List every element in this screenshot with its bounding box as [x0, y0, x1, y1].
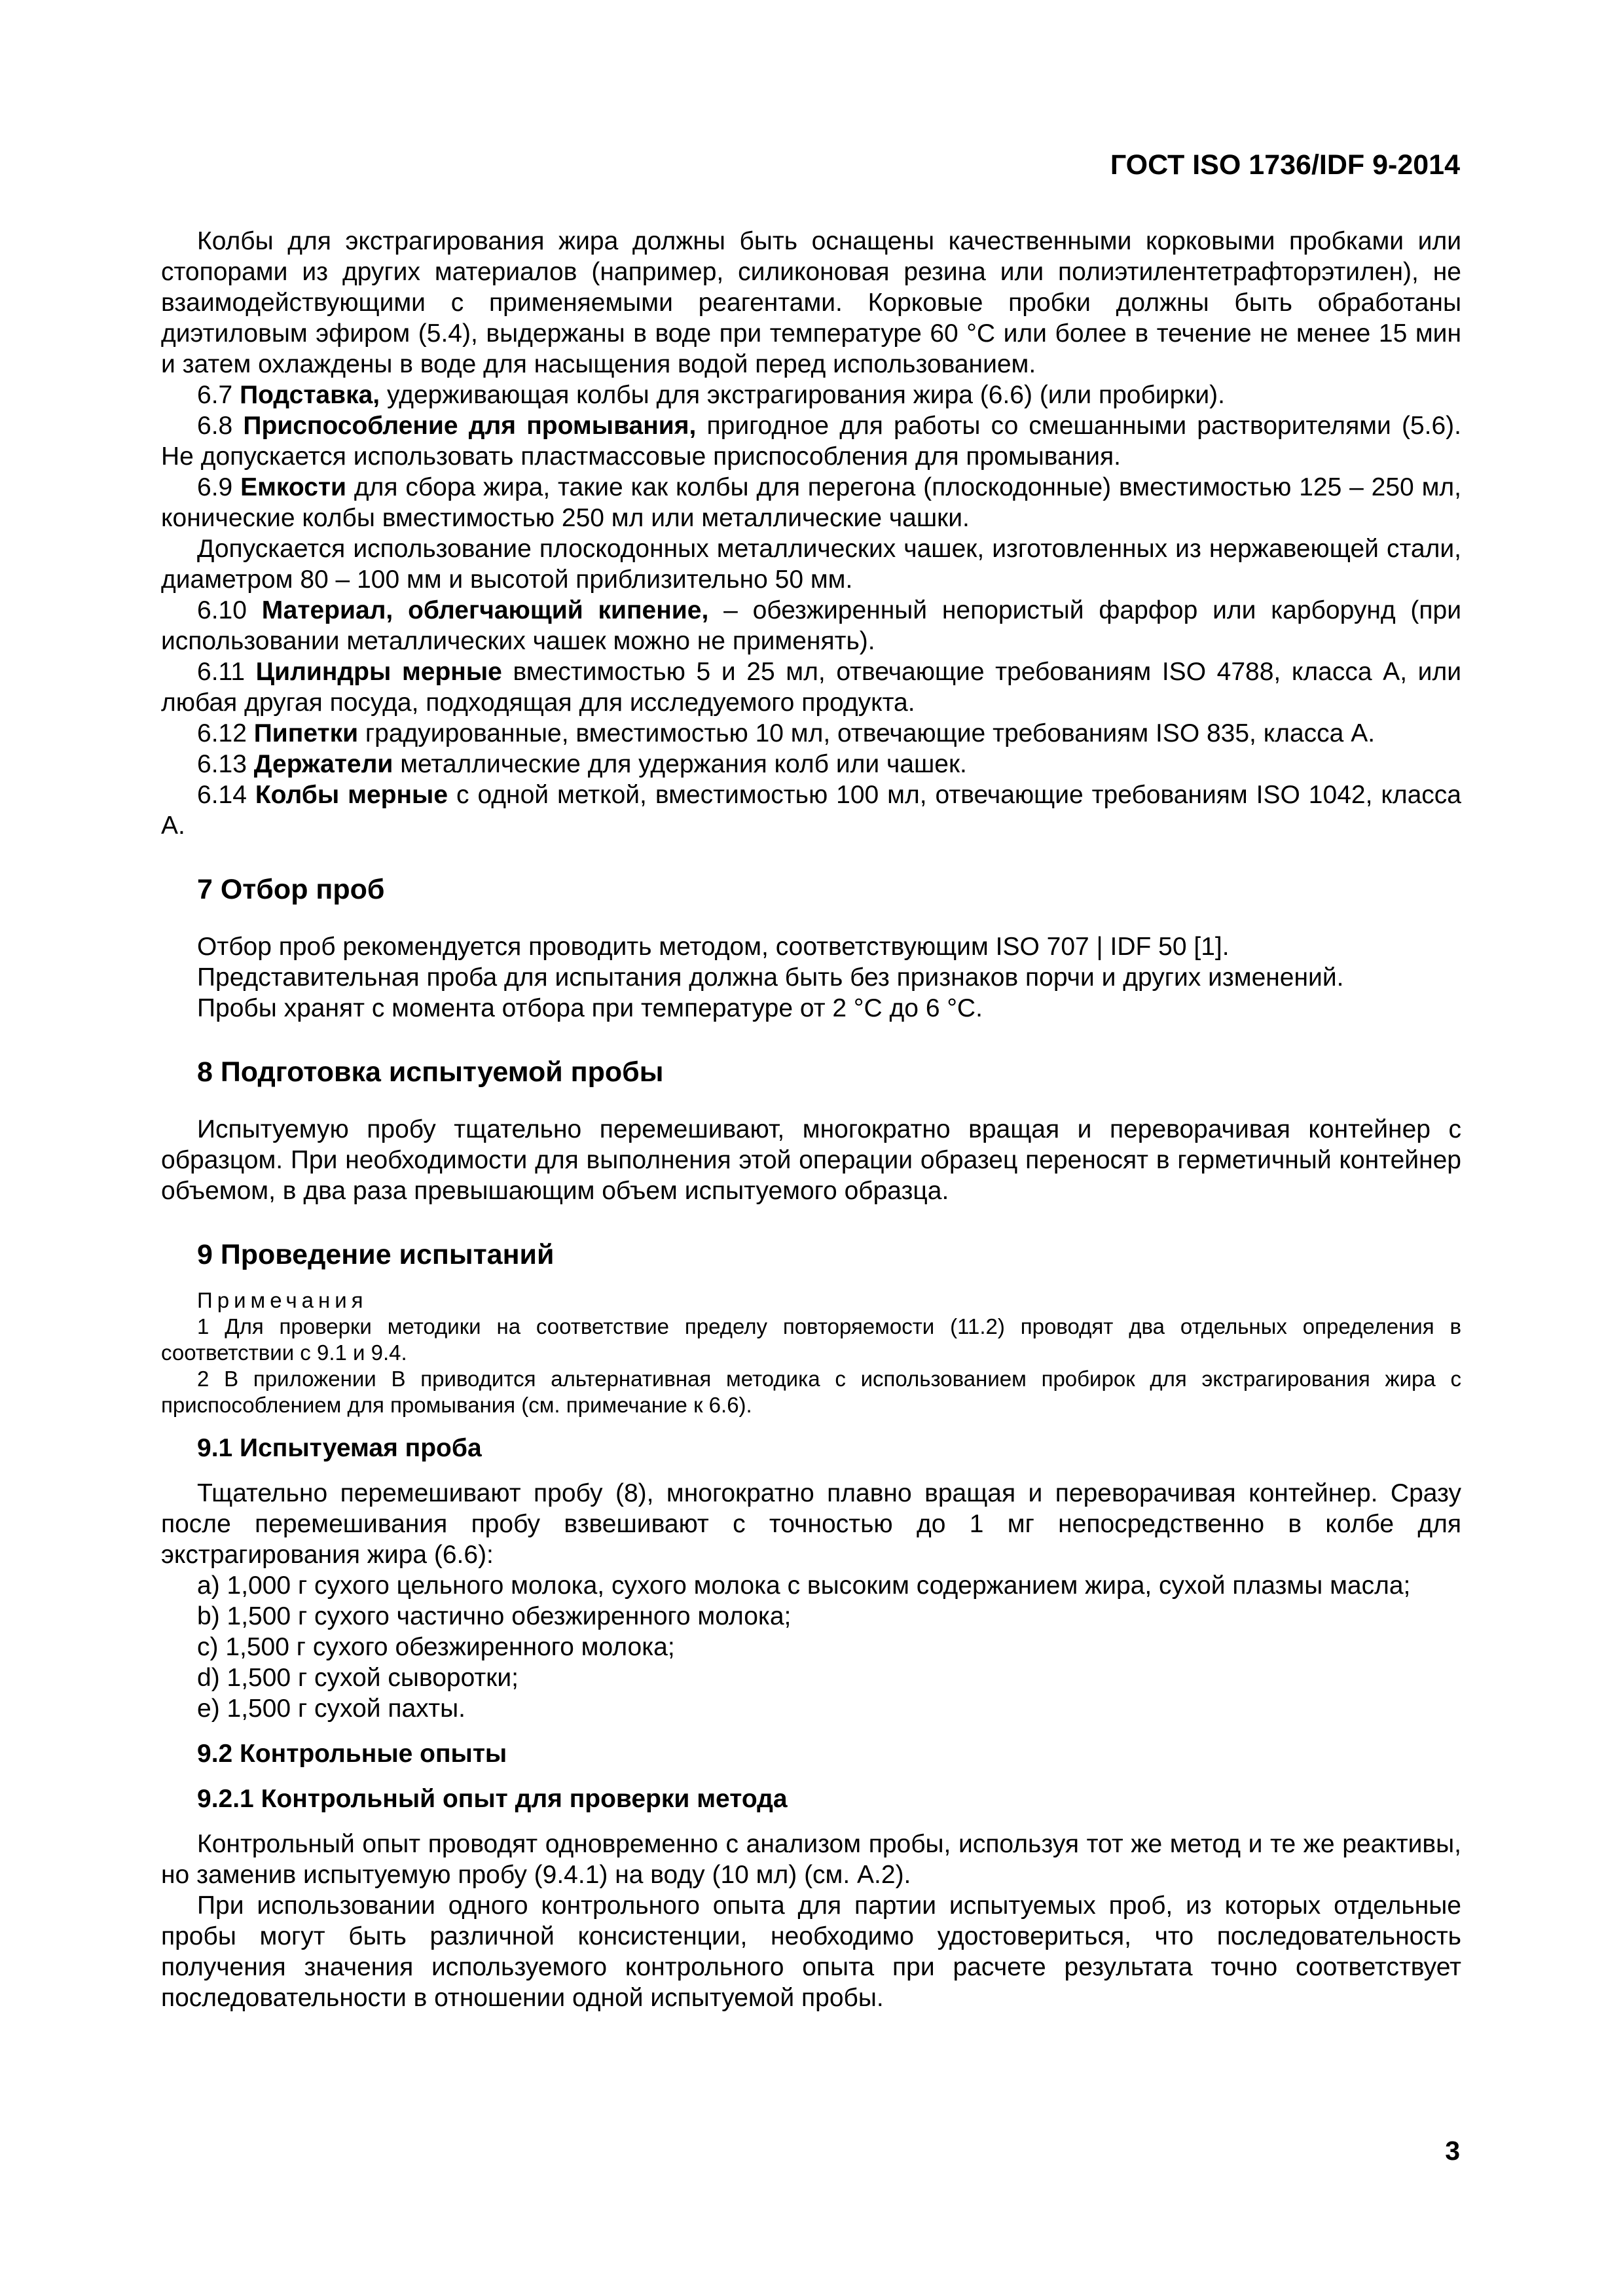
item-term: Пипетки	[253, 719, 359, 747]
item-text: пригодное для работы со смешанными растворителями (5.6). Не допускается использовать пластмассовые приспособления для промывания.	[161, 412, 1461, 471]
section-8-title: 8 Подготовка испытуемой пробы	[197, 1056, 664, 1088]
section-9-2-title: 9.2 Контрольные опыты	[197, 1740, 507, 1768]
list-item: a) 1,000 г сухого цельного молока, сухого молока с высоким содержанием жира, сухой плазмы масла;	[197, 1571, 1411, 1600]
note-2: 2 В приложении В приводится альтернативная методика с использованием пробирок для экстрагирования жира с приспособлением для промывания (см. примечание к 6.6).	[161, 1367, 1461, 1417]
section-8-paragraph: Испытуемую пробу тщательно перемешивают, многократно вращая и переворачивая контейнер с образцом. При необходимости для выполнения этой операции образец переносят в герметичный контейнер объемом, в два раза превышающим объем испытуемого образца.	[161, 1115, 1461, 1205]
section-7-line-1: Отбор проб рекомендуется проводить методом, соответствующим ISO 707 | IDF 50 [1].	[197, 933, 1230, 961]
item-text: металлические для удержания колб или чашек.	[393, 750, 967, 778]
item-6-8	[161, 410, 1461, 472]
item-6-12	[161, 718, 1461, 749]
notes-heading: Примечания	[197, 1288, 368, 1312]
item-text: вместимостью 5 и 25 мл, отвечающие требованиям ISO 4788, класса А, или любая другая посуда, подходящая для исследуемого продукта.	[161, 658, 1461, 717]
item-text: – обезжиренный непористый фарфор или карборунд (при использовании металлических чашек можно не применять).	[161, 596, 1461, 655]
item-term: Емкости	[240, 473, 347, 501]
item-number: 6.13	[197, 750, 254, 778]
paragraph-fat-flasks: Колбы для экстрагирования жира должны быть оснащены качественными корковыми пробками или стопорами из других материалов (например, силиконовая резина или полиэтилентетрафторэтилен), не взаимодействующими с применяемыми реагентами. Корковые пробки должны быть обработаны диэтиловым эфиром (5.4), выдержаны в воде при температуре 60 °С или более в течение не менее 15 мин и затем охлаждены в воде для насыщения водой перед использованием.	[161, 227, 1461, 378]
item-number: 6.10	[197, 596, 262, 624]
section-9-title: 9 Проведение испытаний	[197, 1239, 555, 1270]
item-text: для сбора жира, такие как колбы для перегона (плоскодонные) вместимостью 125 – 250 мл, конические колбы вместимостью 250 мл или металлические чашки.	[161, 473, 1461, 532]
item-term: Приспособление для промывания,	[243, 412, 697, 440]
document-code-header: ГОСТ ISO 1736/IDF 9-2014	[1110, 149, 1460, 181]
document-body	[161, 226, 1461, 2013]
section-7-line-3: Пробы хранят с момента отбора при температуре от 2 °С до 6 °С.	[197, 994, 983, 1022]
item-number: 6.12	[197, 719, 254, 747]
item-number: 6.11	[197, 658, 256, 686]
item-6-7	[161, 380, 1461, 410]
item-text: удерживающая колбы для экстрагирования жира (6.6) (или пробирки).	[380, 381, 1225, 409]
note-1: 1 Для проверки методики на соответствие пределу повторяемости (11.2) проводят два отдельных определения в соответствии с 9.1 и 9.4.	[161, 1314, 1461, 1365]
item-6-9	[161, 472, 1461, 533]
paragraph-metal-dishes: Допускается использование плоскодонных металлических чашек, изготовленных из нержавеющей стали, диаметром 80 – 100 мм и высотой приблизительно 50 мм.	[161, 535, 1461, 594]
item-6-11	[161, 656, 1461, 718]
item-term: Материал, облегчающий кипение,	[261, 596, 709, 624]
item-term: Подставка,	[240, 381, 380, 409]
item-number: 6.9	[197, 473, 241, 501]
section-7-line-2: Представительная проба для испытания должна быть без признаков порчи и других изменений.	[197, 963, 1344, 992]
section-9-2-1-paragraph-1: Контрольный опыт проводят одновременно с анализом пробы, используя тот же метод и те же реактивы, но заменив испытуемую пробу (9.4.1) на воду (10 мл) (см. А.2).	[161, 1830, 1461, 1889]
item-text: градуированные, вместимостью 10 мл, отвечающие требованиям ISO 835, класса А.	[358, 719, 1376, 747]
item-6-10	[161, 595, 1461, 656]
item-term: Цилиндры мерные	[255, 658, 502, 686]
section-9-1-paragraph: Тщательно перемешивают пробу (8), многократно плавно вращая и переворачивая контейнер. Сразу после перемешивания пробу взвешивают с точностью до 1 мг непосредственно в колбе для экстрагирования жира (6.6):	[161, 1479, 1461, 1569]
list-item: c) 1,500 г сухого обезжиренного молока;	[197, 1633, 675, 1661]
list-item: b) 1,500 г сухого частично обезжиренного молока;	[197, 1602, 792, 1630]
item-number: 6.14	[197, 781, 255, 809]
page-number: 3	[1445, 2136, 1460, 2166]
section-7-title: 7 Отбор проб	[197, 874, 385, 905]
section-9-2-1-title: 9.2.1 Контрольный опыт для проверки метода	[197, 1785, 788, 1813]
item-6-13	[161, 749, 1461, 780]
item-term: Держатели	[253, 750, 393, 778]
item-term: Колбы мерные	[255, 781, 448, 809]
section-9-2-1-paragraph-2: При использовании одного контрольного опыта для партии испытуемых проб, из которых отдельные пробы могут быть различной консистенции, необходимо удостовериться, что последовательность получения значения используемого контрольного опыта при расчете результата точно соответствует последовательности в отношении одной испытуемой пробы.	[161, 1892, 1461, 2012]
list-item: e) 1,500 г сухой пахты.	[197, 1695, 465, 1723]
list-item: d) 1,500 г сухой сыворотки;	[197, 1664, 519, 1692]
item-number: 6.7	[197, 381, 240, 409]
section-9-1-title: 9.1 Испытуемая проба	[197, 1434, 482, 1462]
item-text: с одной меткой, вместимостью 100 мл, отвечающие требованиям ISO 1042, класса А.	[161, 781, 1461, 840]
item-number: 6.8	[197, 412, 244, 440]
item-6-14	[161, 780, 1461, 841]
